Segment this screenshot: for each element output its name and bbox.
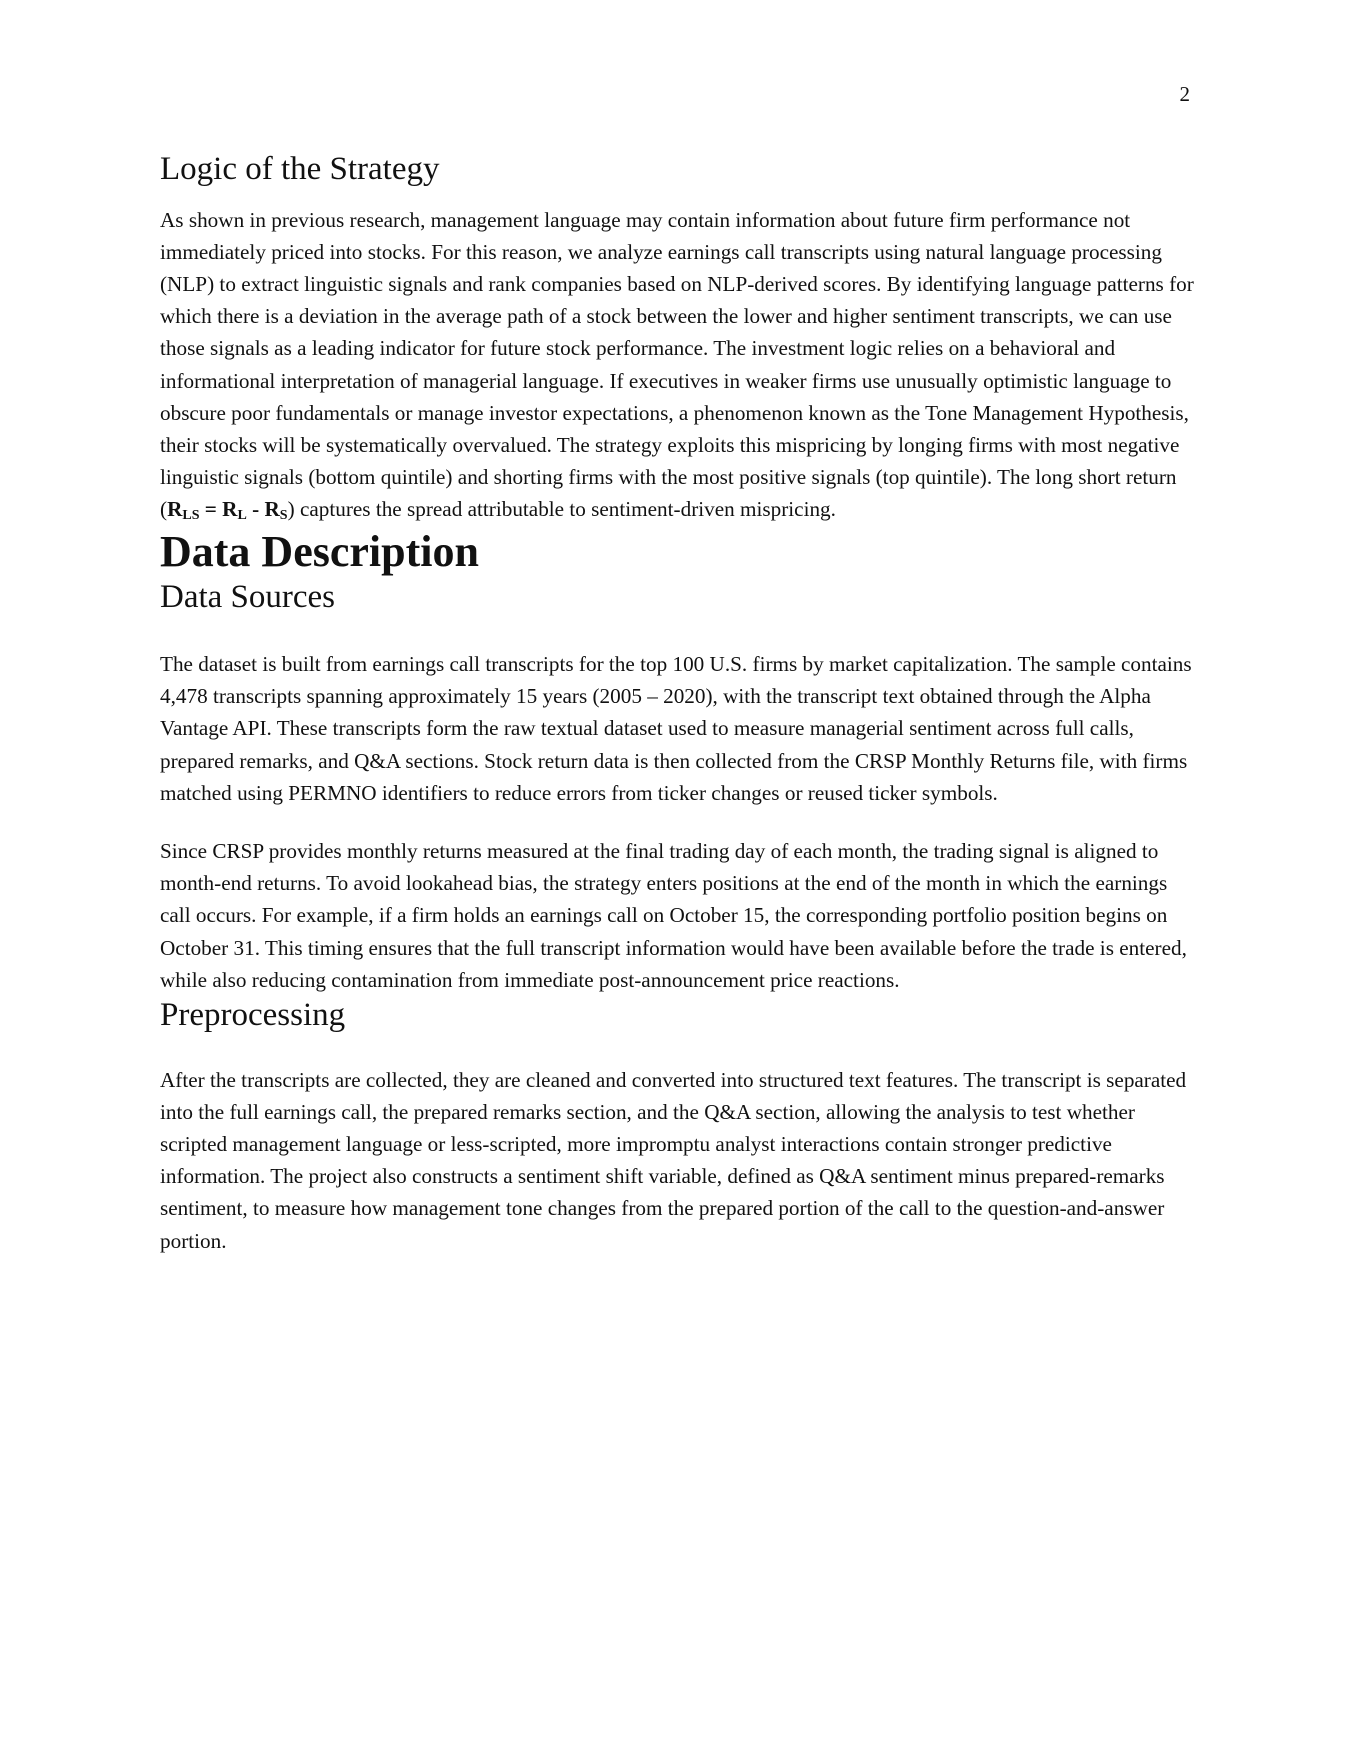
page-number: 2 xyxy=(1179,82,1190,106)
paragraph-logic-text: As shown in previous research, management language may contain information about future firm performance not immediately priced into stocks. For this reason, we analyze earnings call transcripts using natural language processing (NLP) to extract linguistic signals and rank companies based on NLP-derived scores. By identifying language patterns for which there is a deviation in the average path of a stock between the lower and higher sentiment transcripts, we can use those signals as a leading indicator for future stock performance. The investment logic relies on a behavioral and informational interpretation of managerial language. If executives in weaker firms use unusually optimistic language to obscure poor fundamentals or manage investor expectations, a phenomenon known as the Tone Management Hypothesis, their stocks will be systematically overvalued. The strategy exploits this mispricing by longing firms with most negative linguistic signals (bottom quintile) and shorting firms with the most positive signals (top quintile). The long short return ( xyxy=(160,207,1194,522)
paragraph-preprocessing: After the transcripts are collected, they are cleaned and converted into structured text features. The transcript is separated into the full earnings call, the prepared remarks section, and the Q&A section, allowing the analysis to test whether scripted management language or less-scripted, more impromptu analyst interactions contain stronger predictive information. The project also constructs a sentiment shift variable, defined as Q&A sentiment minus prepared-remarks sentiment, to measure how management tone changes from the prepared portion of the call to the question-and-answer portion. xyxy=(160,1067,1187,1253)
heading-data-description: Data Description xyxy=(160,526,479,576)
heading-preprocessing: Preprocessing xyxy=(160,997,346,1034)
paragraph-logic xyxy=(160,204,1200,526)
paragraph-logic-text-end: ) captures the spread attributable to sentiment-driven mispricing. xyxy=(287,497,836,522)
formula-long-short-return: $R_{LS} = R_L - R_S$ xyxy=(167,497,288,524)
page-content xyxy=(160,150,1200,1257)
heading-data-sources: Data Sources xyxy=(160,579,336,616)
paragraph-data-sources-1: The dataset is built from earnings call transcripts for the top 100 U.S. firms by market capitalization. The sample contains 4,478 transcripts spanning approximately 15 years (2005 – 2020), with the transcript text obtained through the Alpha Vantage API. These transcripts form the raw textual dataset used to measure managerial sentiment across full calls, prepared remarks, and Q&A sections. Stock return data is then collected from the CRSP Monthly Returns file, with firms matched using PERMNO identifiers to reduce errors from ticker changes or reused ticker symbols. xyxy=(160,652,1192,805)
paragraph-data-sources-2: Since CRSP provides monthly returns measured at the final trading day of each month, the trading signal is aligned to month-end returns. To avoid lookahead bias, the strategy enters positions at the end of the month in which the earnings call occurs. For example, if a firm holds an earnings call on October 15, the corresponding portfolio position begins on October 31. This timing ensures that the full transcript information would have been available before the trade is entered, while also reducing contamination from immediate post-announcement price reactions. xyxy=(160,839,1187,992)
heading-logic-of-strategy: Logic of the Strategy xyxy=(160,151,440,187)
